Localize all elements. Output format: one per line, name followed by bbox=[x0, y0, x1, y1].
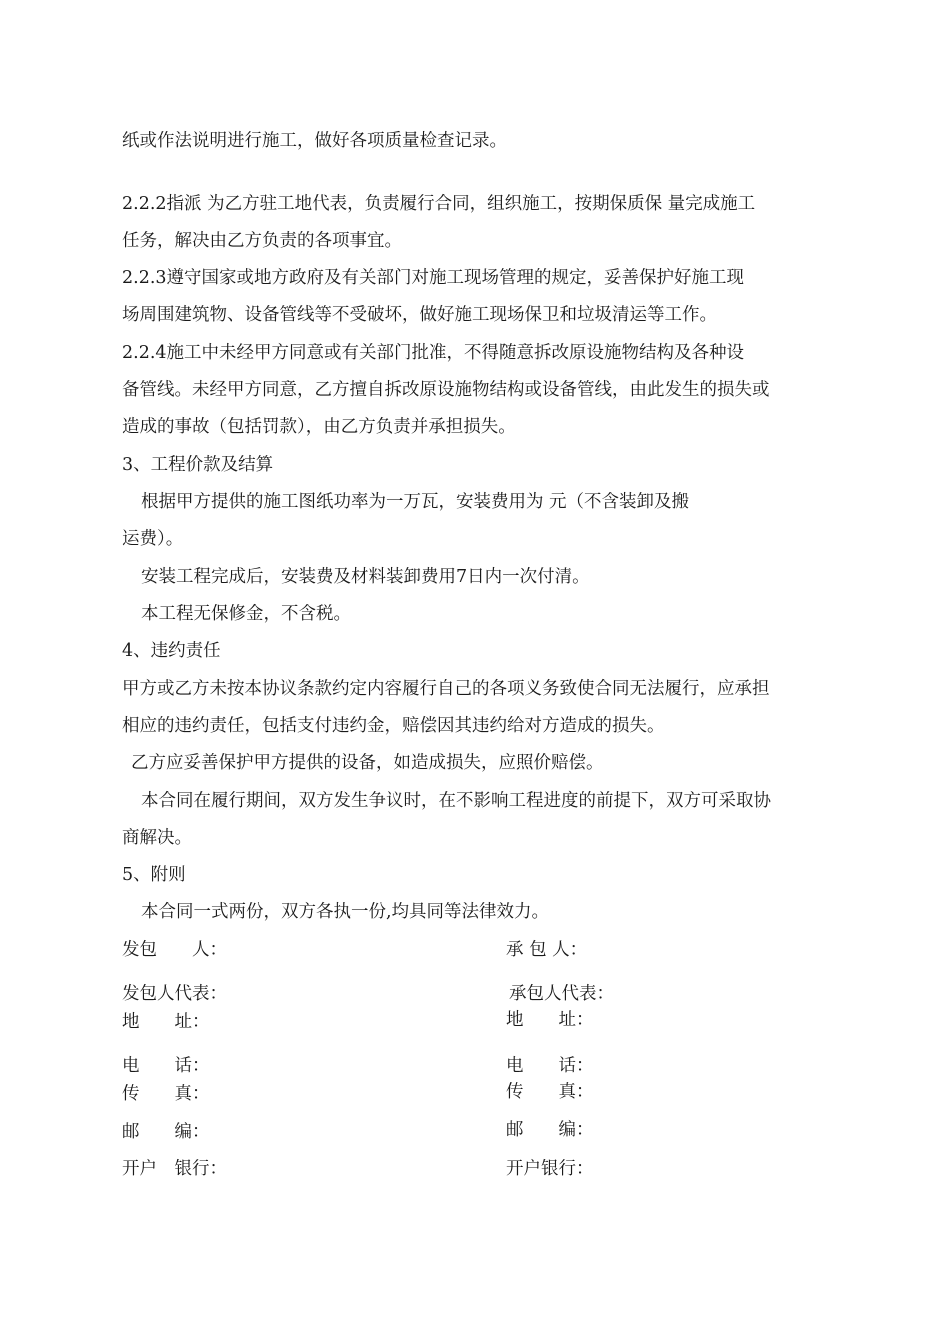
section-heading-5: 5、附则 bbox=[122, 865, 186, 885]
body-line-1: 纸或作法说明进行施工，做好各项质量检查记录。 bbox=[122, 131, 507, 151]
body-line-16: 相应的违约责任，包括支付违约金，赔偿因其违约给对方造成的损失。 bbox=[122, 716, 665, 736]
right-representative-label: 承包人代表： bbox=[509, 984, 614, 1004]
body-line-2: 2.2.2指派 为乙方驻工地代表，负责履行合同，组织施工，按期保质保 量完成施工 bbox=[122, 194, 756, 214]
body-line-6: 2.2.4施工中未经甲方同意或有关部门批准，不得随意拆改原设施物结构及各种设 bbox=[122, 343, 745, 363]
body-line-19: 商解决。 bbox=[122, 828, 192, 848]
left-bank-label: 开户 银行： bbox=[122, 1159, 227, 1179]
body-line-17: 乙方应妥善保护甲方提供的设备，如造成损失，应照价赔偿。 bbox=[131, 753, 604, 773]
body-line-11: 运费）。 bbox=[122, 529, 184, 549]
left-party-label: 发包 人： bbox=[122, 940, 227, 960]
section-heading-4: 4、违约责任 bbox=[122, 641, 221, 661]
body-line-5: 场周围建筑物、设备管线等不受破坏，做好施工现场保卫和垃圾清运等工作。 bbox=[122, 305, 717, 325]
body-line-7: 备管线。未经甲方同意，乙方擅自拆改原设施物结构或设备管线，由此发生的损失或 bbox=[122, 380, 770, 400]
body-line-10: 根据甲方提供的施工图纸功率为一万瓦，安装费用为 元（不含装卸及搬 bbox=[141, 492, 690, 512]
left-address-label: 地 址： bbox=[122, 1012, 210, 1032]
body-line-18: 本合同在履行期间，双方发生争议时，在不影响工程进度的前提下，双方可采取协 bbox=[141, 791, 771, 811]
right-phone-label: 电 话： bbox=[506, 1056, 594, 1076]
right-postcode-label: 邮 编： bbox=[506, 1120, 594, 1140]
right-party-label: 承 包 人： bbox=[506, 940, 588, 960]
left-representative-label: 发包人代表： bbox=[122, 984, 227, 1004]
right-bank-label: 开户银行： bbox=[506, 1159, 594, 1179]
body-line-8: 造成的事故（包括罚款），由乙方负责并承担损失。 bbox=[122, 417, 516, 437]
left-postcode-label: 邮 编： bbox=[122, 1122, 210, 1142]
body-line-15: 甲方或乙方未按本协议条款约定内容履行自己的各项义务致使合同无法履行，应承担 bbox=[122, 679, 770, 699]
section-heading-3: 3、工程价款及结算 bbox=[122, 455, 274, 475]
body-line-4: 2.2.3遵守国家或地方政府及有关部门对施工现场管理的规定，妥善保护好施工现 bbox=[122, 268, 745, 288]
body-line-21: 本合同一式两份，双方各执一份,均具同等法律效力。 bbox=[141, 902, 550, 922]
body-line-12: 安装工程完成后，安装费及材料装卸费用7日内一次付清。 bbox=[141, 567, 590, 587]
left-phone-label: 电 话： bbox=[122, 1056, 210, 1076]
left-fax-label: 传 真： bbox=[122, 1084, 210, 1104]
right-address-label: 地 址： bbox=[506, 1010, 594, 1030]
body-line-13: 本工程无保修金，不含税。 bbox=[141, 604, 351, 624]
right-fax-label: 传 真： bbox=[506, 1082, 594, 1102]
body-line-3: 任务，解决由乙方负责的各项事宜。 bbox=[122, 231, 402, 251]
